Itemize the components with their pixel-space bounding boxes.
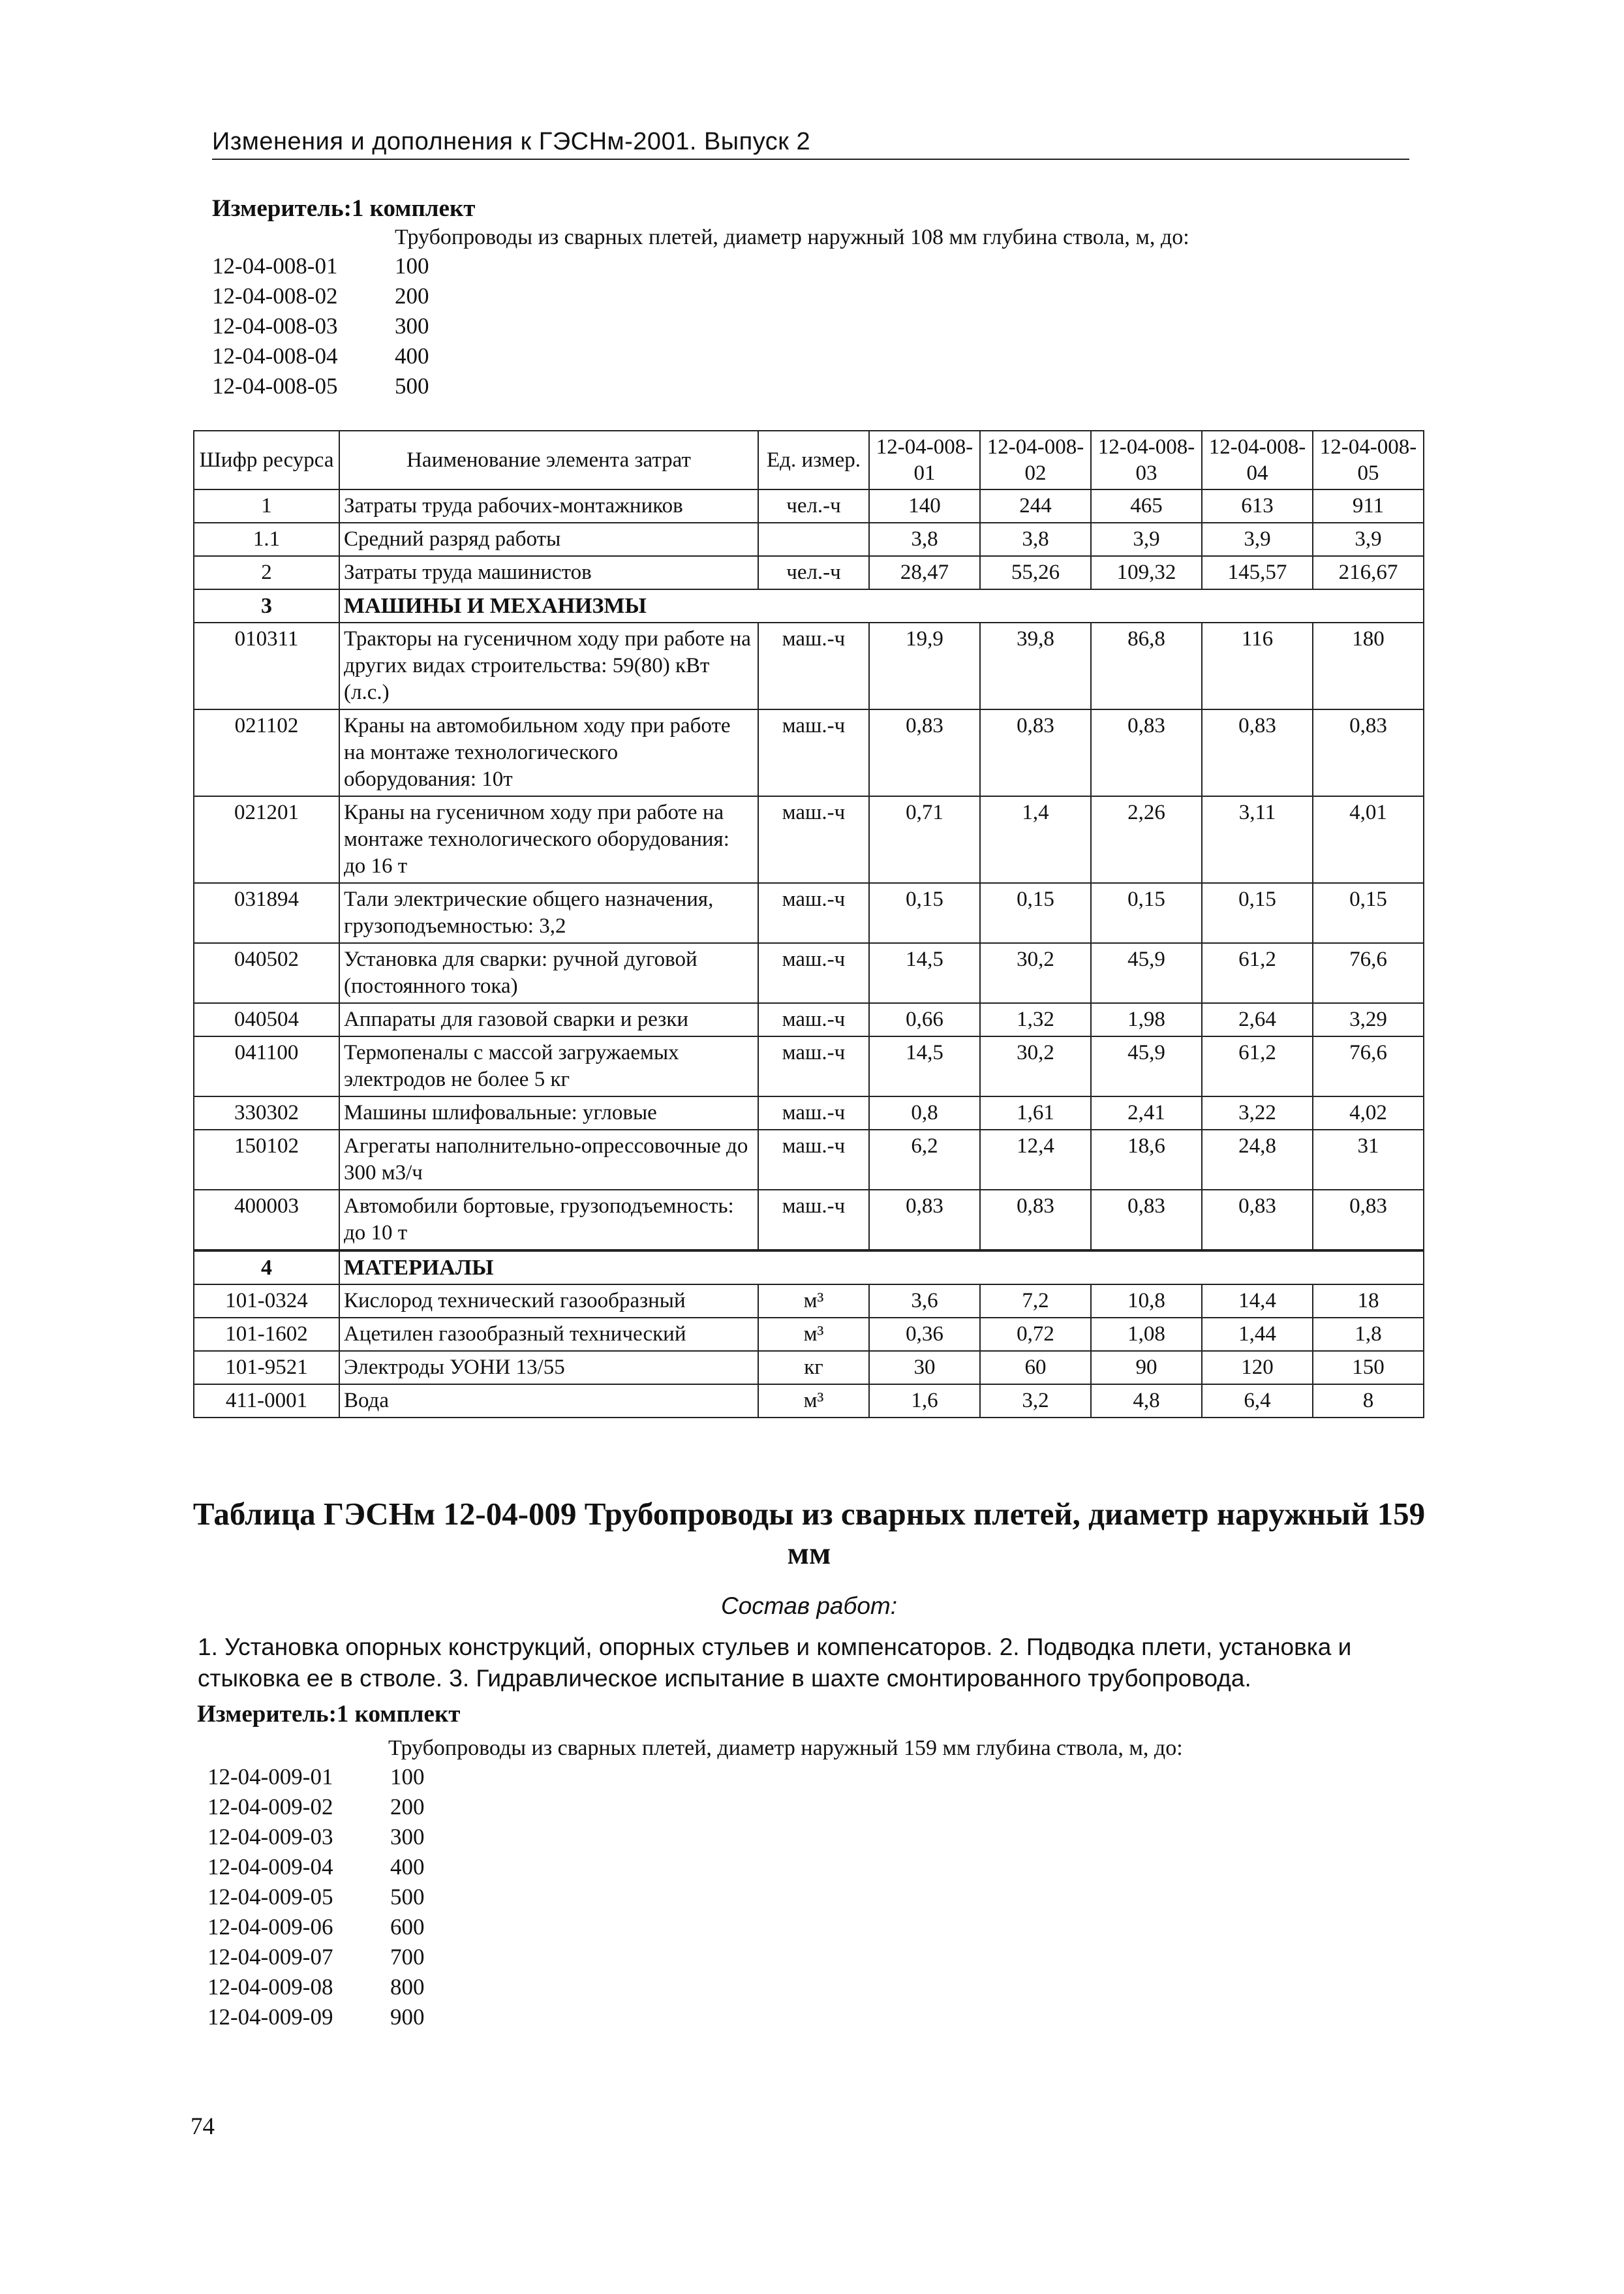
cost-element-name-cell: Термопеналы с массой загружаемых электродов не более 5 кг <box>339 1036 758 1096</box>
cost-element-name-cell: Аппараты для газовой сварки и резки <box>339 1003 758 1036</box>
unit-cell: кг <box>758 1351 869 1384</box>
value-cell: 45,9 <box>1091 1036 1202 1096</box>
value-cell: 3,8 <box>869 523 980 556</box>
cost-element-name-cell: Установка для сварки: ручной дуговой (постоянного тока) <box>339 943 758 1003</box>
value-cell: 4,8 <box>1091 1384 1202 1418</box>
value-cell: 0,83 <box>980 1190 1091 1250</box>
unit-cell: м³ <box>758 1318 869 1351</box>
resource-code-cell: 101-0324 <box>194 1284 339 1318</box>
value-cell: 45,9 <box>1091 943 1202 1003</box>
value-cell: 18 <box>1313 1284 1424 1318</box>
value-cell: 12,4 <box>980 1130 1091 1190</box>
value-cell: 0,71 <box>869 796 980 883</box>
cost-element-name-cell: Затраты труда рабочих-монтажников <box>339 489 758 523</box>
code-text: 12-04-009-01 <box>207 1764 333 1790</box>
meter-label-1: Измеритель:1 комплект <box>212 195 476 222</box>
value-cell: 60 <box>980 1351 1091 1384</box>
subhead-2: Трубопроводы из сварных плетей, диаметр наружный 159 мм глубина ствола, м, до: <box>388 1736 1183 1760</box>
header-col-4: 12-04-008-04 <box>1202 431 1313 489</box>
unit-cell: маш.-ч <box>758 1036 869 1096</box>
value-cell: 0,83 <box>869 1190 980 1250</box>
unit-cell: маш.-ч <box>758 883 869 943</box>
value-cell: 10,8 <box>1091 1284 1202 1318</box>
value-cell: 3,9 <box>1091 523 1202 556</box>
value-cell: 18,6 <box>1091 1130 1202 1190</box>
value-cell: 1,6 <box>869 1384 980 1418</box>
value-cell: 3,11 <box>1202 796 1313 883</box>
value-cell: 1,8 <box>1313 1318 1424 1351</box>
value-cell: 3,6 <box>869 1284 980 1318</box>
value-cell: 8 <box>1313 1384 1424 1418</box>
code-text: 12-04-008-02 <box>212 283 338 309</box>
cost-element-name-cell: Агрегаты наполнительно-опрессовочные до 300 м3/ч <box>339 1130 758 1190</box>
depth-value: 300 <box>395 313 429 339</box>
header-col-5: 12-04-008-05 <box>1313 431 1424 489</box>
code-list-item <box>207 1762 425 1792</box>
value-cell: 216,67 <box>1313 556 1424 589</box>
resource-code-cell: 101-1602 <box>194 1318 339 1351</box>
page-number: 74 <box>191 2113 215 2140</box>
unit-cell: маш.-ч <box>758 1190 869 1250</box>
unit-cell: маш.-ч <box>758 1130 869 1190</box>
code-list-item <box>207 1942 425 1972</box>
value-cell: 0,15 <box>1313 883 1424 943</box>
table-row <box>194 1096 1424 1130</box>
depth-value: 900 <box>390 2004 425 2030</box>
value-cell: 120 <box>1202 1351 1313 1384</box>
value-cell: 86,8 <box>1091 623 1202 709</box>
value-cell: 1,08 <box>1091 1318 1202 1351</box>
table-row <box>194 1384 1424 1418</box>
cost-element-name-cell: Кислород технический газообразный <box>339 1284 758 1318</box>
value-cell: 39,8 <box>980 623 1091 709</box>
depth-value: 100 <box>395 253 429 279</box>
value-cell: 0,15 <box>1091 883 1202 943</box>
value-cell: 30 <box>869 1351 980 1384</box>
value-cell: 1,61 <box>980 1096 1091 1130</box>
unit-cell: маш.-ч <box>758 623 869 709</box>
value-cell: 0,83 <box>1202 709 1313 796</box>
value-cell: 6,2 <box>869 1130 980 1190</box>
value-cell: 180 <box>1313 623 1424 709</box>
code-list-item <box>212 371 429 401</box>
resource-code-cell: 021201 <box>194 796 339 883</box>
cost-element-name-cell: Электроды УОНИ 13/55 <box>339 1351 758 1384</box>
depth-value: 400 <box>395 343 429 369</box>
table-row <box>194 489 1424 523</box>
value-cell: 0,15 <box>1202 883 1313 943</box>
value-cell: 1,4 <box>980 796 1091 883</box>
resource-code-cell: 010311 <box>194 623 339 709</box>
value-cell: 613 <box>1202 489 1313 523</box>
work-composition-text: 1. Установка опорных конструкций, опорных стульев и компенсаторов. 2. Подводка плети, установка и стыковка ее в стволе. 3. Гидравлическое испытание в шахте смонтированного трубопровода. <box>198 1634 1352 1692</box>
depth-value: 600 <box>390 1914 425 1940</box>
value-cell: 7,2 <box>980 1284 1091 1318</box>
code-list-item <box>207 1822 425 1852</box>
value-cell: 911 <box>1313 489 1424 523</box>
cost-element-name-cell: Тали электрические общего назначения, грузоподъемностью: 3,2 <box>339 883 758 943</box>
value-cell: 14,5 <box>869 943 980 1003</box>
code-text: 12-04-009-05 <box>207 1884 333 1910</box>
value-cell: 244 <box>980 489 1091 523</box>
value-cell: 0,83 <box>1091 1190 1202 1250</box>
section-row <box>194 589 1424 623</box>
code-list-item <box>212 281 429 311</box>
table-row <box>194 1036 1424 1096</box>
resource-code-cell: 3 <box>194 589 339 623</box>
value-cell: 28,47 <box>869 556 980 589</box>
value-cell: 150 <box>1313 1351 1424 1384</box>
table-row <box>194 523 1424 556</box>
cost-element-name-cell: Машины шлифовальные: угловые <box>339 1096 758 1130</box>
running-header: Изменения и дополнения к ГЭСНм-2001. Выпуск 2 <box>212 128 1409 160</box>
cost-element-name-cell: Ацетилен газообразный технический <box>339 1318 758 1351</box>
section-name-cell: МАШИНЫ И МЕХАНИЗМЫ <box>339 589 1424 623</box>
value-cell: 19,9 <box>869 623 980 709</box>
depth-value: 700 <box>390 1944 425 1970</box>
resource-code-cell: 101-9521 <box>194 1351 339 1384</box>
section-row <box>194 1250 1424 1284</box>
table-row <box>194 1190 1424 1250</box>
value-cell: 14,4 <box>1202 1284 1313 1318</box>
value-cell: 3,29 <box>1313 1003 1424 1036</box>
depth-value: 100 <box>390 1764 425 1790</box>
value-cell: 76,6 <box>1313 943 1424 1003</box>
cost-element-name-cell: Тракторы на гусеничном ходу при работе на других видах строительства: 59(80) кВт (л.с.) <box>339 623 758 709</box>
value-cell: 2,64 <box>1202 1003 1313 1036</box>
unit-cell <box>758 523 869 556</box>
table-row <box>194 1284 1424 1318</box>
depth-value: 800 <box>390 1974 425 2000</box>
table-row <box>194 796 1424 883</box>
value-cell: 0,72 <box>980 1318 1091 1351</box>
value-cell: 0,83 <box>1313 1190 1424 1250</box>
code-list-item <box>207 1912 425 1942</box>
value-cell: 24,8 <box>1202 1130 1313 1190</box>
depth-value: 200 <box>395 283 429 309</box>
depth-value: 300 <box>390 1824 425 1850</box>
cost-element-name-cell: Вода <box>339 1384 758 1418</box>
value-cell: 31 <box>1313 1130 1424 1190</box>
code-text: 12-04-008-01 <box>212 253 338 279</box>
table-row <box>194 1351 1424 1384</box>
subhead-1: Трубопроводы из сварных плетей, диаметр наружный 108 мм глубина ствола, м, до: <box>395 225 1189 249</box>
value-cell: 14,5 <box>869 1036 980 1096</box>
unit-cell: маш.-ч <box>758 796 869 883</box>
code-text: 12-04-008-05 <box>212 373 338 399</box>
value-cell: 61,2 <box>1202 1036 1313 1096</box>
table-row <box>194 883 1424 943</box>
resource-code-cell: 1.1 <box>194 523 339 556</box>
value-cell: 116 <box>1202 623 1313 709</box>
code-list-1 <box>212 251 429 401</box>
unit-cell: маш.-ч <box>758 709 869 796</box>
value-cell: 30,2 <box>980 943 1091 1003</box>
resource-code-cell: 411-0001 <box>194 1384 339 1418</box>
code-text: 12-04-009-04 <box>207 1854 333 1880</box>
value-cell: 0,83 <box>869 709 980 796</box>
value-cell: 61,2 <box>1202 943 1313 1003</box>
code-text: 12-04-009-06 <box>207 1914 333 1940</box>
table-row <box>194 1318 1424 1351</box>
resource-code-cell: 040502 <box>194 943 339 1003</box>
value-cell: 0,36 <box>869 1318 980 1351</box>
value-cell: 90 <box>1091 1351 1202 1384</box>
resource-code-cell: 2 <box>194 556 339 589</box>
table-row <box>194 556 1424 589</box>
value-cell: 0,66 <box>869 1003 980 1036</box>
code-list-item <box>207 1792 425 1822</box>
resource-code-cell: 4 <box>194 1250 339 1284</box>
table-title: Таблица ГЭСНм 12-04-009 Трубопроводы из сварных плетей, диаметр наружный 159 мм <box>192 1496 1426 1571</box>
value-cell: 1,32 <box>980 1003 1091 1036</box>
table-row <box>194 1130 1424 1190</box>
work-composition-heading: Состав работ: <box>720 1592 898 1619</box>
header-unit: Ед. измер. <box>758 431 869 489</box>
unit-cell: м³ <box>758 1384 869 1418</box>
code-text: 12-04-009-09 <box>207 2004 333 2030</box>
code-list-item <box>207 1882 425 1912</box>
code-text: 12-04-009-02 <box>207 1794 333 1820</box>
value-cell: 0,83 <box>1202 1190 1313 1250</box>
value-cell: 76,6 <box>1313 1036 1424 1096</box>
cost-element-name-cell: Автомобили бортовые, грузоподъемность: до 10 т <box>339 1190 758 1250</box>
resource-code-cell: 150102 <box>194 1130 339 1190</box>
code-text: 12-04-009-03 <box>207 1824 333 1850</box>
value-cell: 1,44 <box>1202 1318 1313 1351</box>
depth-value: 400 <box>390 1854 425 1880</box>
value-cell: 3,9 <box>1202 523 1313 556</box>
value-cell: 465 <box>1091 489 1202 523</box>
value-cell: 3,2 <box>980 1384 1091 1418</box>
code-list-item <box>212 341 429 371</box>
value-cell: 2,41 <box>1091 1096 1202 1130</box>
unit-cell: м³ <box>758 1284 869 1318</box>
resource-code-cell: 031894 <box>194 883 339 943</box>
depth-value: 500 <box>390 1884 425 1910</box>
code-text: 12-04-008-03 <box>212 313 338 339</box>
unit-cell: маш.-ч <box>758 1003 869 1036</box>
code-list-item <box>212 251 429 281</box>
value-cell: 0,83 <box>1091 709 1202 796</box>
section-name-cell: МАТЕРИАЛЫ <box>339 1250 1424 1284</box>
value-cell: 3,8 <box>980 523 1091 556</box>
resource-code-cell: 330302 <box>194 1096 339 1130</box>
resource-code-cell: 400003 <box>194 1190 339 1250</box>
code-list-item <box>212 311 429 341</box>
code-list-item <box>207 1852 425 1882</box>
value-cell: 145,57 <box>1202 556 1313 589</box>
unit-cell: чел.-ч <box>758 556 869 589</box>
value-cell: 0,15 <box>869 883 980 943</box>
header-code: Шифр ресурса <box>194 431 339 489</box>
table-row <box>194 1003 1424 1036</box>
value-cell: 0,83 <box>980 709 1091 796</box>
code-list-item <box>207 1972 425 2002</box>
value-cell: 6,4 <box>1202 1384 1313 1418</box>
value-cell: 1,98 <box>1091 1003 1202 1036</box>
value-cell: 4,02 <box>1313 1096 1424 1130</box>
depth-value: 200 <box>390 1794 425 1820</box>
value-cell: 3,9 <box>1313 523 1424 556</box>
code-text: 12-04-009-08 <box>207 1974 333 2000</box>
code-list-item <box>207 2002 425 2032</box>
cost-element-name-cell: Средний разряд работы <box>339 523 758 556</box>
depth-value: 500 <box>395 373 429 399</box>
value-cell: 109,32 <box>1091 556 1202 589</box>
cost-element-name-cell: Краны на автомобильном ходу при работе на монтаже технологического оборудования: 10т <box>339 709 758 796</box>
header-col-3: 12-04-008-03 <box>1091 431 1202 489</box>
value-cell: 2,26 <box>1091 796 1202 883</box>
resource-code-cell: 021102 <box>194 709 339 796</box>
cost-element-name-cell: Краны на гусеничном ходу при работе на монтаже технологического оборудования: до 16 т <box>339 796 758 883</box>
value-cell: 0,83 <box>1313 709 1424 796</box>
value-cell: 0,15 <box>980 883 1091 943</box>
cost-element-name-cell: Затраты труда машинистов <box>339 556 758 589</box>
resource-table <box>193 430 1424 1418</box>
table-row <box>194 623 1424 709</box>
meter-label-2: Измеритель:1 комплект <box>197 1701 461 1728</box>
value-cell: 55,26 <box>980 556 1091 589</box>
table-header-row <box>194 431 1424 489</box>
table-row <box>194 943 1424 1003</box>
resource-code-cell: 1 <box>194 489 339 523</box>
code-text: 12-04-008-04 <box>212 343 338 369</box>
header-name: Наименование элемента затрат <box>339 431 758 489</box>
code-text: 12-04-009-07 <box>207 1944 333 1970</box>
unit-cell: маш.-ч <box>758 943 869 1003</box>
resource-code-cell: 041100 <box>194 1036 339 1096</box>
value-cell: 3,22 <box>1202 1096 1313 1130</box>
value-cell: 140 <box>869 489 980 523</box>
code-list-2 <box>207 1762 425 2032</box>
table-row <box>194 709 1424 796</box>
value-cell: 30,2 <box>980 1036 1091 1096</box>
resource-code-cell: 040504 <box>194 1003 339 1036</box>
value-cell: 4,01 <box>1313 796 1424 883</box>
value-cell: 0,8 <box>869 1096 980 1130</box>
unit-cell: чел.-ч <box>758 489 869 523</box>
header-col-2: 12-04-008-02 <box>980 431 1091 489</box>
header-col-1: 12-04-008-01 <box>869 431 980 489</box>
unit-cell: маш.-ч <box>758 1096 869 1130</box>
